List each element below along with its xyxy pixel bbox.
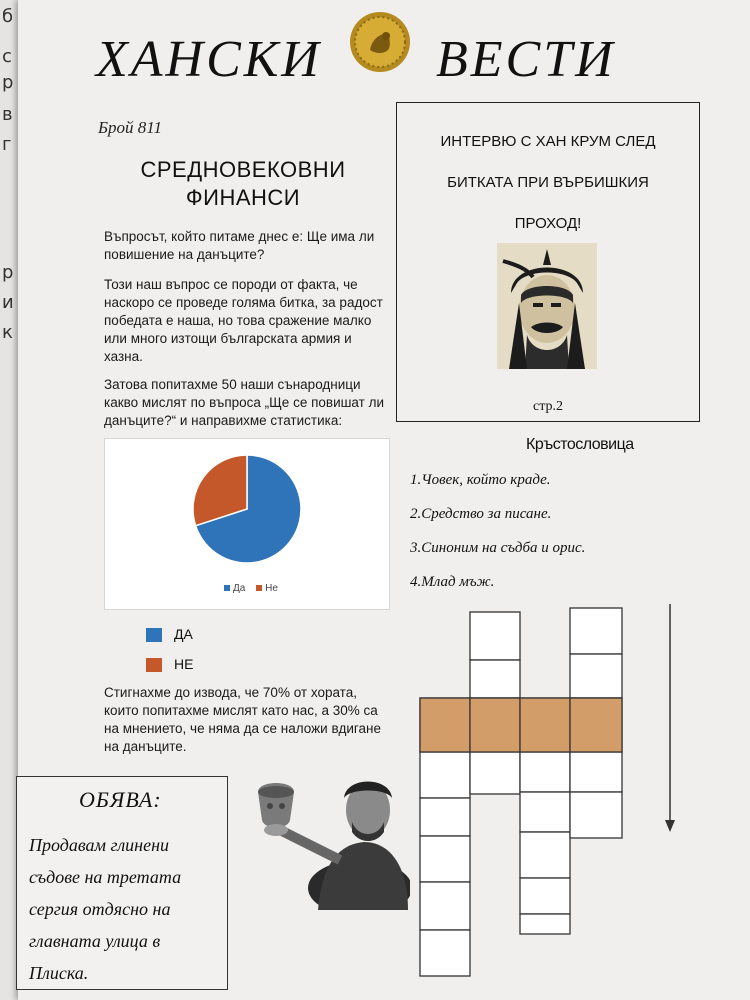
crossword-cell[interactable] [420, 836, 470, 882]
masthead-right-word: ВЕСТИ [436, 31, 616, 88]
pie-chart [104, 438, 390, 610]
big-legend-label: ДА [174, 626, 193, 642]
article-title [98, 156, 388, 212]
crossword-cell[interactable] [420, 930, 470, 976]
crossword-cell[interactable] [420, 882, 470, 930]
article-paragraph: Този наш въпрос се породи от факта, че наскоро се проведе голяма битка, за радост победата е наша, но това сражение малко или много изтощи българската армия и хазна. [104, 277, 383, 364]
ad-title: ОБЯВА: [79, 787, 162, 812]
interview-box [396, 102, 700, 422]
legend-label-no: Не [265, 583, 278, 594]
crossword-grid [414, 604, 684, 984]
ad-line: сергия отдясно на [29, 899, 171, 919]
big-legend-no [146, 656, 193, 672]
strip-letter: в [2, 104, 13, 125]
crossword-cell[interactable] [470, 612, 520, 660]
ad-line: Продавам глинени [29, 835, 170, 855]
crossword-cell[interactable] [520, 914, 570, 934]
crossword-cell[interactable] [570, 752, 622, 792]
pie-chart-plot [105, 439, 389, 579]
ad-text [29, 829, 221, 989]
man-with-vessel-image [240, 770, 410, 910]
legend-square-yes [146, 628, 162, 642]
crossword-clue: 1.Човек, който краде. [410, 472, 551, 488]
strip-letter: с [2, 46, 12, 67]
strip-letter: б [2, 6, 14, 27]
strip-letter: и [2, 292, 14, 313]
crossword-clue: 2.Средство за писане. [410, 506, 552, 522]
article-title-line: ФИНАНСИ [185, 185, 301, 210]
crossword-cell[interactable] [520, 832, 570, 878]
newspaper-page [18, 0, 750, 1000]
advertisement-box [16, 776, 228, 990]
arrow-down-icon [665, 604, 675, 832]
crossword-cell[interactable] [520, 878, 570, 914]
big-legend-yes [146, 626, 193, 642]
ad-line: съдове на третата [29, 867, 182, 887]
crossword-clue: 3.Синоним на съдба и орис. [410, 540, 586, 556]
interview-headline-line: ИНТЕРВЮ С ХАН КРУМ СЛЕД [440, 133, 656, 150]
legend-square-no [146, 658, 162, 672]
crossword-cell[interactable] [520, 752, 570, 792]
strip-letter: р [2, 262, 14, 283]
legend-swatch-no [256, 585, 262, 591]
crossword-clue: 4.Млад мъж. [410, 574, 495, 590]
crossword-title: Кръстословица [526, 436, 634, 453]
crossword-cell[interactable] [420, 798, 470, 836]
page-reference: стр.2 [532, 399, 563, 414]
crossword-cell[interactable] [570, 792, 622, 838]
issue-number: Брой 811 [98, 118, 163, 137]
article-paragraph: Въпросът, който питаме днес е: Ще има ли повишение на данъците? [104, 229, 375, 262]
khan-krum-portrait [497, 243, 597, 369]
article-title-line: СРЕДНОВЕКОВНИ [140, 157, 346, 182]
legend-swatch-yes [224, 585, 230, 591]
chart-legend [105, 583, 389, 594]
strip-letter: г [2, 134, 12, 155]
article-conclusion: Стигнахме до извода, че 70% от хората, които попитахме мислят като нас, а 30% са на мнението, че няма да се наложи вдигане на данъците. [104, 685, 382, 754]
crossword-cell[interactable] [470, 660, 520, 698]
masthead-left-word: ХАНСКИ [96, 31, 322, 88]
ad-line: Плиска. [29, 963, 89, 983]
interview-headline-line: ПРОХОД! [514, 215, 582, 232]
crossword-cell[interactable] [420, 752, 470, 798]
crossword-cell[interactable] [520, 792, 570, 832]
crossword-cell[interactable] [570, 654, 622, 698]
crossword-cell[interactable] [470, 752, 520, 794]
strip-letter: р [2, 72, 14, 93]
interview-headline-line: БИТКАТА ПРИ ВЪРБИШКИЯ [447, 174, 649, 191]
big-legend-label: НЕ [174, 656, 194, 672]
article-paragraph: Затова попитахме 50 наши сънародници какво мислят по въпроса „Ще се повишат ли данъците?“ и направихме статистика: [104, 377, 384, 428]
gold-coin-icon [348, 10, 412, 74]
interview-headline [397, 121, 699, 244]
crossword-keyword-row [420, 698, 622, 752]
crossword-cell[interactable] [570, 608, 622, 654]
legend-label-yes: Да [233, 583, 246, 594]
ad-line: главната улица в [29, 931, 161, 951]
strip-letter: к [2, 322, 13, 343]
